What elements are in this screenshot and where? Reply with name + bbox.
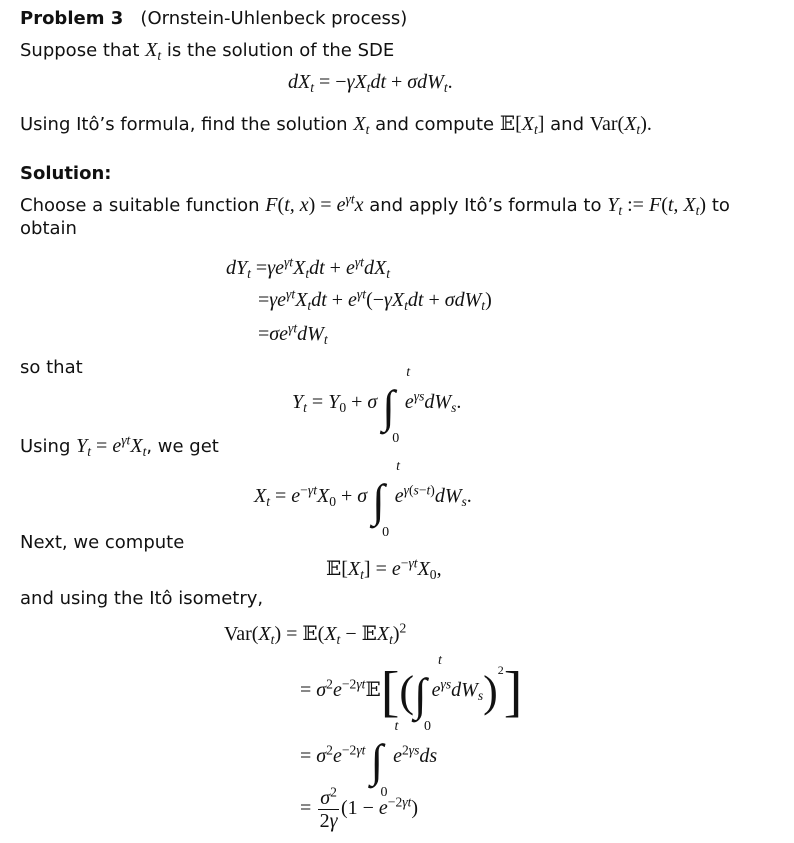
solution-paragraph-1-end: obtain: [20, 218, 77, 239]
problem-statement-line: Suppose that $X_t$ is the solution of the SDE: [20, 39, 395, 64]
text-so-that: so that: [20, 357, 83, 378]
problem-heading: [20, 10, 407, 28]
solution-heading: Solution:: [20, 163, 112, 184]
variance-line-4: = $\frac{\sigma^2}{2\gamma}$ $(1 - e^{-2\gamma t})$: [300, 784, 419, 832]
solution-paragraph-1: Choose a suitable function F(t, $x) = e^{\gamma t}x$ and apply Itô’s formula to $Y_t$ := F(t, $X_t$) to: [20, 191, 730, 219]
text-next-compute: Next, we compute: [20, 532, 185, 553]
text-using-yt: Using $Y_t = e^{\gamma t}X_t$, we get: [20, 432, 219, 460]
ito-line-2: $=\gamma e^{\gamma t}X_tdt + e^{\gamma t}(-\gamma X_tdt + \sigma dW_t)$: [258, 286, 492, 314]
expectation-equation: $𝔼[X_t] = e^{-\gamma t}X_0$,: [326, 555, 442, 583]
problem-title: (Ornstein-Uhlenbeck process): [140, 8, 408, 29]
text-ito-isometry: and using the Itô isometry,: [20, 588, 264, 609]
yt-solution-equation: $Y_t = Y_0 + \sigma$ ∫ t 0 $e^{\gamma s}dW_s$.: [292, 365, 462, 446]
variance-line-2: = $\sigma^2e^{-2\gamma t}𝔼[(\int$ t 0 $e^{\gamma s}dW_s)^2$]: [300, 653, 523, 734]
ito-line-1: $dY_t =\gamma e^{\gamma t}X_tdt + e^{\gamma t}dX_t$: [226, 254, 390, 282]
variance-line-1: $Var(X_t)$ = $𝔼(X_t$ − 𝔼X$_t$)$^2$: [224, 620, 407, 648]
variance-line-3: = $\sigma^2e^{-2\gamma t}$ ∫ t 0 $e^{2\gamma s}ds$: [300, 719, 438, 800]
xt-solution-equation: $X_t = e^{-\gamma t}X_0 + \sigma$ ∫ t 0 $e^{\gamma(s-t)}dW_s$.: [254, 459, 472, 540]
problem-task-line: Using Itô’s formula, find the solution $X_t$ and compute $𝔼[X_t]$ and $Var(X_t)$.: [20, 111, 652, 138]
sde-equation: $dX_t = -\gamma X_tdt + \sigma dW_t$.: [288, 71, 453, 96]
ito-line-3: $=\sigma e^{\gamma t}dW_t$: [258, 320, 328, 348]
math-xt: $X_t$: [145, 39, 162, 64]
problem-label: Problem 3: [20, 8, 124, 29]
